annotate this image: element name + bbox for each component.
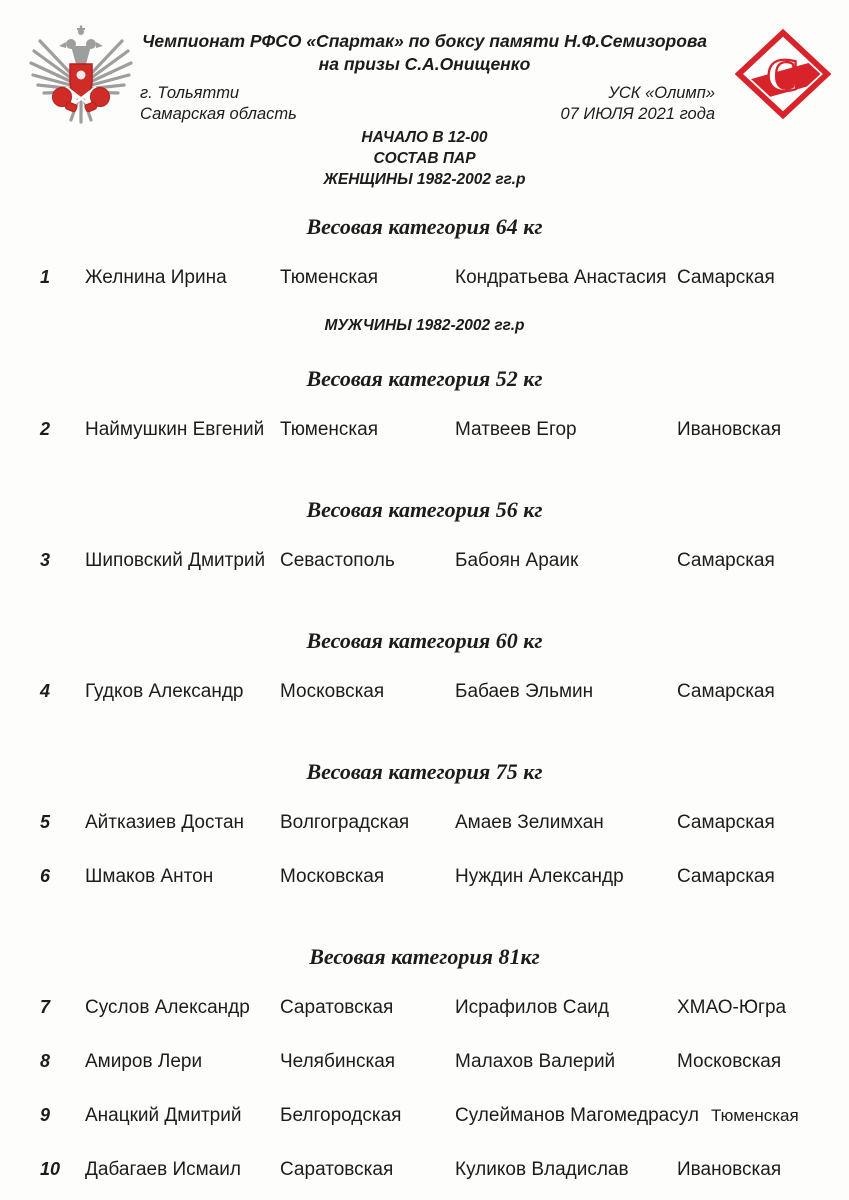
category-title: Весовая категория 81кг (309, 944, 540, 969)
bout-number: 10 (40, 1159, 61, 1179)
bout-row (0, 1104, 849, 1127)
blue-corner-region: Самарская (677, 866, 775, 887)
red-corner-name: Анацкий Дмитрий (85, 1105, 242, 1126)
blue-corner-name: Амаев Зелимхан (455, 812, 604, 833)
bout-row (0, 811, 849, 834)
blue-corner-region: Ивановская (677, 1159, 782, 1180)
red-corner-name: Амиров Лери (85, 1051, 203, 1072)
bout-number: 3 (40, 550, 51, 570)
red-corner-region: Саратовская (280, 1159, 394, 1180)
red-corner-region: Московская (280, 866, 385, 887)
red-corner-region: Тюменская (280, 419, 379, 440)
host-city: г. Тольятти (140, 84, 240, 102)
pairs-list-title: СОСТАВ ПАР (373, 150, 476, 167)
red-corner-region: Московская (280, 681, 385, 702)
blue-corner-region: Самарская (677, 681, 775, 702)
category-block (0, 214, 849, 289)
bout-row (0, 680, 849, 703)
category-title: Весовая категория 60 кг (306, 628, 543, 653)
blue-corner-name: Матвеев Егор (455, 419, 577, 440)
blue-corner-region: Московская (677, 1051, 782, 1072)
blue-corner-region: Самарская (677, 550, 775, 571)
tournament-title-line2: на призы С.А.Онищенко (318, 54, 531, 74)
red-corner-region: Белгородская (280, 1105, 402, 1126)
category-block (0, 759, 849, 888)
category-block (0, 497, 849, 572)
category-title: Весовая категория 52 кг (306, 366, 543, 391)
category-block (0, 944, 849, 1181)
blue-corner-region: ХМАО-Югра (677, 997, 787, 1018)
host-location (140, 83, 297, 125)
blue-corner-name: Бабаев Эльмин (455, 681, 594, 702)
bout-number: 6 (40, 866, 51, 886)
red-corner-name: Дабагаев Исмаил (85, 1159, 241, 1180)
category-block (0, 315, 849, 441)
bout-row (0, 549, 849, 572)
spartak-letter: С (766, 49, 800, 101)
red-corner-name: Шиповский Дмитрий (85, 550, 266, 571)
blue-corner-name: Нуждин Александр (455, 866, 624, 887)
start-time: НАЧАЛО В 12-00 (361, 129, 488, 146)
red-corner-name: Наймушкин Евгений (85, 419, 265, 440)
blue-corner-region: Самарская (677, 812, 775, 833)
bout-row (0, 266, 849, 289)
bout-row (0, 1050, 849, 1073)
blue-corner-name: Сулейманов Магомедрасул (455, 1105, 699, 1126)
venue-name: УСК «Олимп» (608, 84, 715, 102)
blue-corner-name: Кондратьева Анастасия (455, 267, 667, 288)
bout-number: 8 (40, 1051, 51, 1071)
bout-row (0, 418, 849, 441)
blue-corner-name: Малахов Валерий (455, 1051, 616, 1072)
host-region: Самарская область (140, 105, 297, 123)
category-title: Весовая категория 64 кг (306, 214, 543, 239)
red-corner-region: Саратовская (280, 997, 394, 1018)
men-group-label: МУЖЧИНЫ 1982-2002 гг.р (324, 317, 525, 334)
event-date: 07 ИЮЛЯ 2021 года (560, 105, 715, 123)
red-corner-name: Суслов Александр (85, 997, 250, 1018)
list-heading (0, 127, 849, 190)
bout-number: 9 (40, 1105, 51, 1125)
red-corner-region: Тюменская (280, 267, 379, 288)
venue-and-date (560, 83, 715, 125)
bout-number: 2 (40, 419, 51, 439)
bout-row (0, 865, 849, 888)
bout-number: 4 (40, 681, 51, 701)
red-corner-name: Шмаков Антон (85, 866, 214, 887)
women-group-label: ЖЕНЩИНЫ 1982-2002 гг.р (323, 171, 526, 188)
red-corner-name: Айтказиев Достан (85, 812, 245, 833)
category-title: Весовая категория 75 кг (306, 759, 543, 784)
red-corner-name: Желнина Ирина (85, 267, 227, 288)
bout-row (0, 996, 849, 1019)
red-corner-region: Волгоградская (280, 812, 410, 833)
bout-number: 5 (40, 812, 51, 832)
red-corner-name: Гудков Александр (85, 681, 244, 702)
bout-row (0, 1158, 849, 1181)
category-title: Весовая категория 56 кг (306, 497, 543, 522)
blue-corner-name: Исрафилов Саид (455, 997, 609, 1018)
blue-corner-region: Ивановская (677, 419, 782, 440)
blue-corner-name: Куликов Владислав (455, 1159, 629, 1180)
red-corner-region: Челябинская (280, 1051, 396, 1072)
blue-corner-region: Тюменская (711, 1106, 799, 1125)
category-block (0, 628, 849, 703)
blue-corner-region: Самарская (677, 267, 775, 288)
tournament-title-line1: Чемпионат РФСО «Спартак» по боксу памяти Н.Ф.Семизорова (142, 31, 707, 51)
pairs-list (0, 214, 849, 1181)
spartak-logo-icon (735, 28, 831, 120)
bout-number: 1 (40, 267, 51, 287)
blue-corner-name: Бабоян Араик (455, 550, 579, 571)
boxing-federation-eagle-icon (26, 24, 136, 134)
red-corner-region: Севастополь (280, 550, 395, 571)
bout-number: 7 (40, 997, 51, 1017)
